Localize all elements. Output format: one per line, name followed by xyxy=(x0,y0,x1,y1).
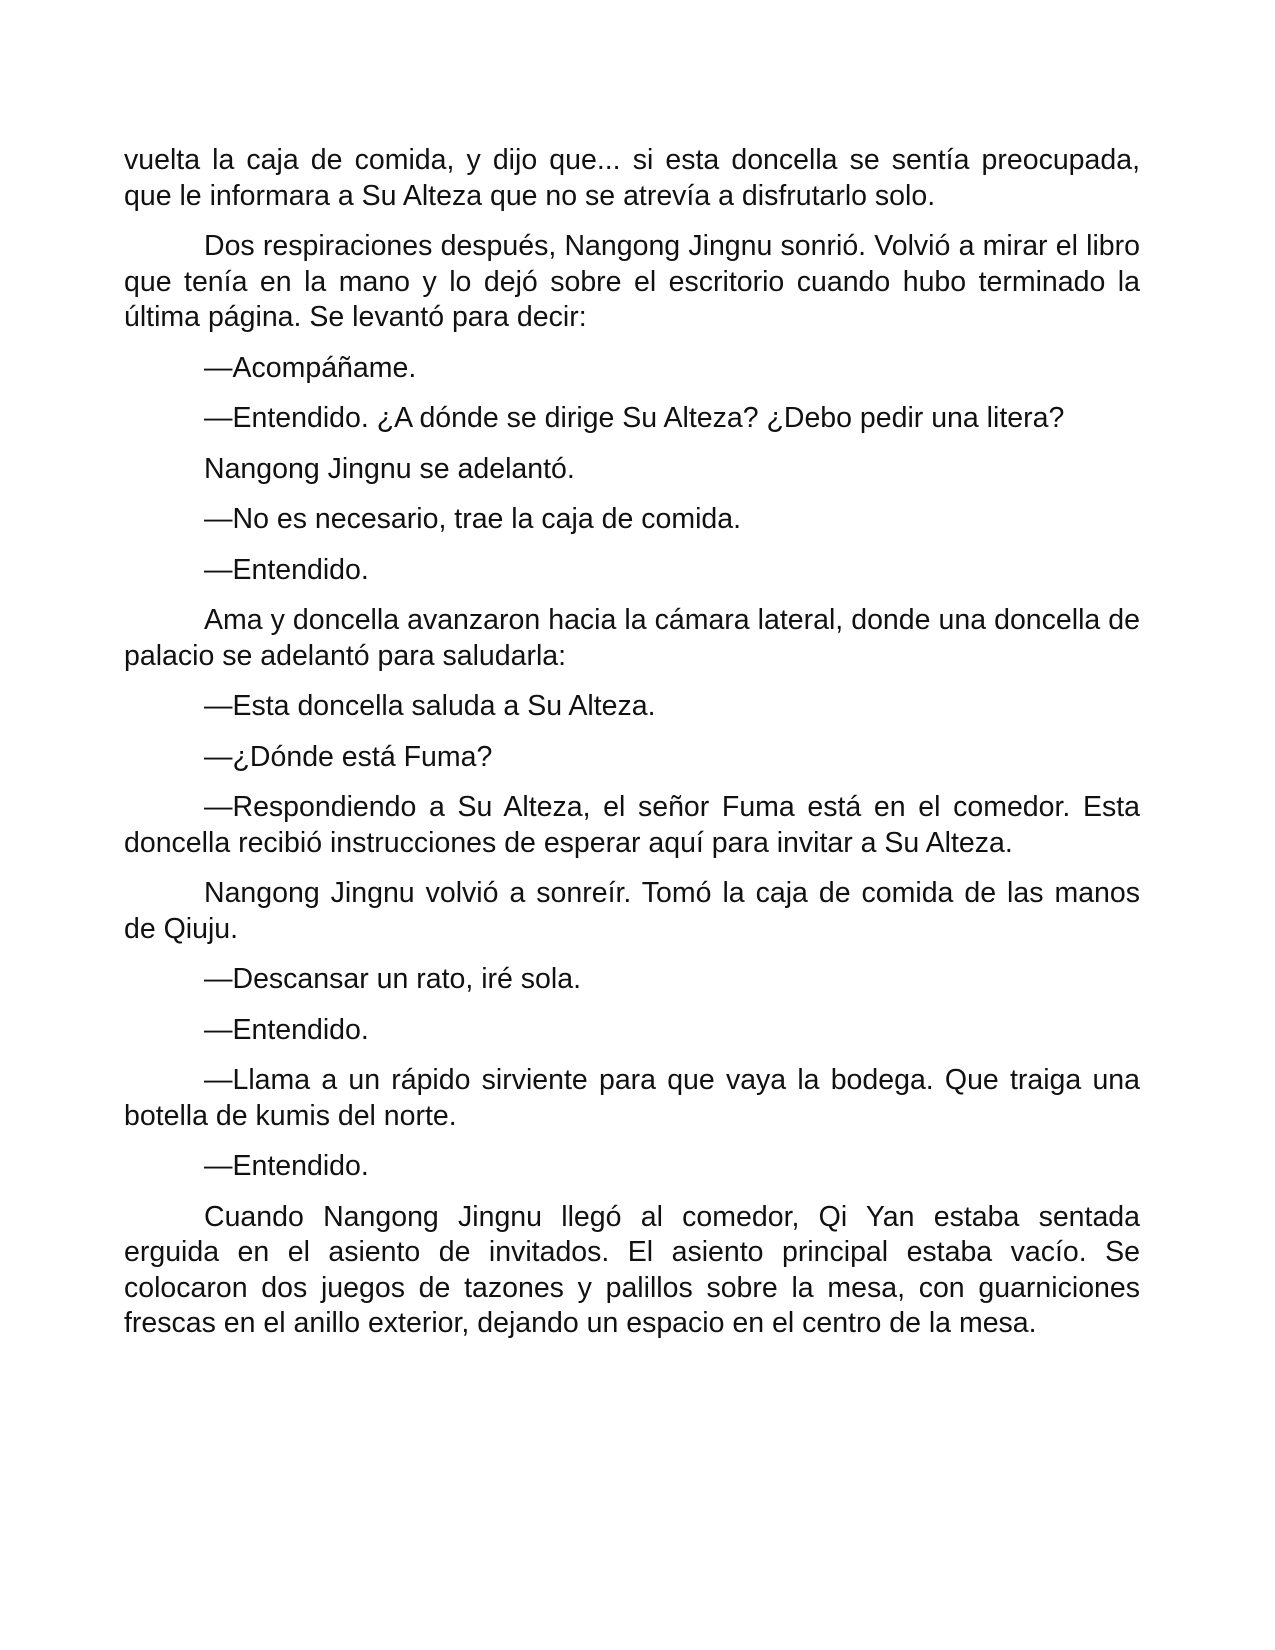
paragraph-dialogue: —No es necesario, trae la caja de comida. xyxy=(204,503,742,535)
paragraph-dialogue: —Esta doncella saluda a Su Alteza. xyxy=(204,690,656,722)
paragraph-dialogue: —Llama a un rápido sirviente para que vaya la bodega. Que traiga una botella de kumis del norte. xyxy=(124,1064,1140,1132)
paragraph-narration: Dos respiraciones después, Nangong Jingnu sonrió. Volvió a mirar el libro que tenía en la mano y lo dejó sobre el escritorio cuando hubo terminado la última página. Se levantó para decir: xyxy=(124,230,1140,333)
paragraph-dialogue: —¿Dónde está Fuma? xyxy=(204,740,493,773)
paragraph-narration: Ama y doncella avanzaron hacia la cámara lateral, donde una doncella de palacio se adelantó para saludarla: xyxy=(124,604,1140,672)
paragraph-narration: Nangong Jingnu se adelantó. xyxy=(204,452,575,485)
paragraph-dialogue: —Descansar un rato, iré sola. xyxy=(204,963,581,995)
paragraph-dialogue: —Respondiendo a Su Alteza, el señor Fuma está en el comedor. Esta doncella recibió instrucciones de esperar aquí para invitar a Su Alteza. xyxy=(124,791,1140,859)
paragraph-dialogue: —Entendido. xyxy=(204,1013,369,1046)
paragraph-narration: Cuando Nangong Jingnu llegó al comedor, Qi Yan estaba sentada erguida en el asiento de invitados. El asiento principal estaba vacío. Se colocaron dos juegos de tazones y palillos sobre la mesa, con guarniciones frescas en el anillo exterior, dejando un espacio en el centro de la mesa. xyxy=(124,1200,1140,1339)
paragraph-dialogue: —Entendido. ¿A dónde se dirige Su Alteza? ¿Debo pedir una litera? xyxy=(204,402,1065,434)
document-page xyxy=(124,143,1140,1357)
paragraph-dialogue: —Entendido. xyxy=(204,1150,369,1182)
paragraph-narration: Nangong Jingnu volvió a sonreír. Tomó la caja de comida de las manos de Qiuju. xyxy=(124,877,1140,945)
paragraph-dialogue: —Entendido. xyxy=(204,553,369,586)
paragraph-dialogue: —Acompáñame. xyxy=(204,351,417,384)
paragraph-continuation: vuelta la caja de comida, y dijo que... si esta doncella se sentía preocupada, que le informara a Su Alteza que no se atrevía a disfrutarlo solo. xyxy=(124,144,1140,212)
